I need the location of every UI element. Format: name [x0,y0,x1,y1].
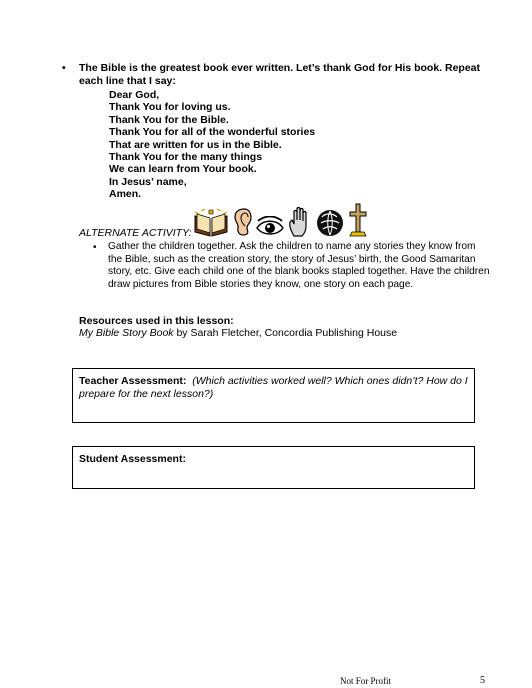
prayer-line: Thank You for the many things [109,151,263,164]
head-thinking-icon [315,208,345,238]
student-assessment-text [79,453,468,466]
alternate-activity-text: Gather the children together. Ask the children to name any stories they know from the Bible, such as the creation story, the story of Jesus’ birth, the Good Samaritan story, etc. Give each child one of the blank books stapled together. Have the children draw pictures from Bible stories they know, one story on each page. [108,241,490,290]
prayer-line: In Jesus’ name, [109,175,187,188]
book-details: by Sarah Fletcher, Concordia Publishing House [173,327,398,339]
prayer-line: That are written for us in the Bible. [109,138,282,151]
teacher-assessment-label: Teacher Assessment: [79,375,187,387]
alternate-activity-label: ALTERNATE ACTIVITY: [79,227,192,239]
alternate-bullet: • [93,242,97,253]
book-title: My Bible Story Book [79,327,174,339]
ear-icon [232,208,252,238]
prayer-line: We can learn from Your book. [109,163,257,176]
prayer-line: Amen. [109,188,142,201]
activity-icons [193,200,368,238]
teacher-assessment-prompt: (Which activities worked well? Which ones didn’t? How do I prepare for the next lesson?) [79,375,468,400]
cross-icon [348,202,368,238]
prayer-line: Dear God, [109,89,160,101]
student-assessment-label: Student Assessment: [79,453,186,465]
resource-citation [79,327,397,339]
teacher-assessment-box[interactable] [72,368,475,423]
page-number: 5 [480,675,485,686]
student-assessment-box[interactable] [72,446,475,489]
hand-icon [288,206,312,238]
eye-icon [255,216,285,238]
intro-bullet: • [62,62,66,74]
footer-text: Not For Profit [340,676,392,686]
prayer-block [109,89,315,201]
intro-text: The Bible is the greatest book ever written. Let’s thank God for His book. Repeat each line that I say: [79,62,481,87]
prayer-line: Thank You for the Bible. [109,113,229,126]
teacher-assessment-text [79,375,468,401]
bible-book-icon [193,208,229,238]
resources-heading: Resources used in this lesson: [79,315,234,327]
prayer-line: Thank You for all of the wonderful stories [109,126,316,139]
prayer-line: Thank You for loving us. [109,101,231,114]
